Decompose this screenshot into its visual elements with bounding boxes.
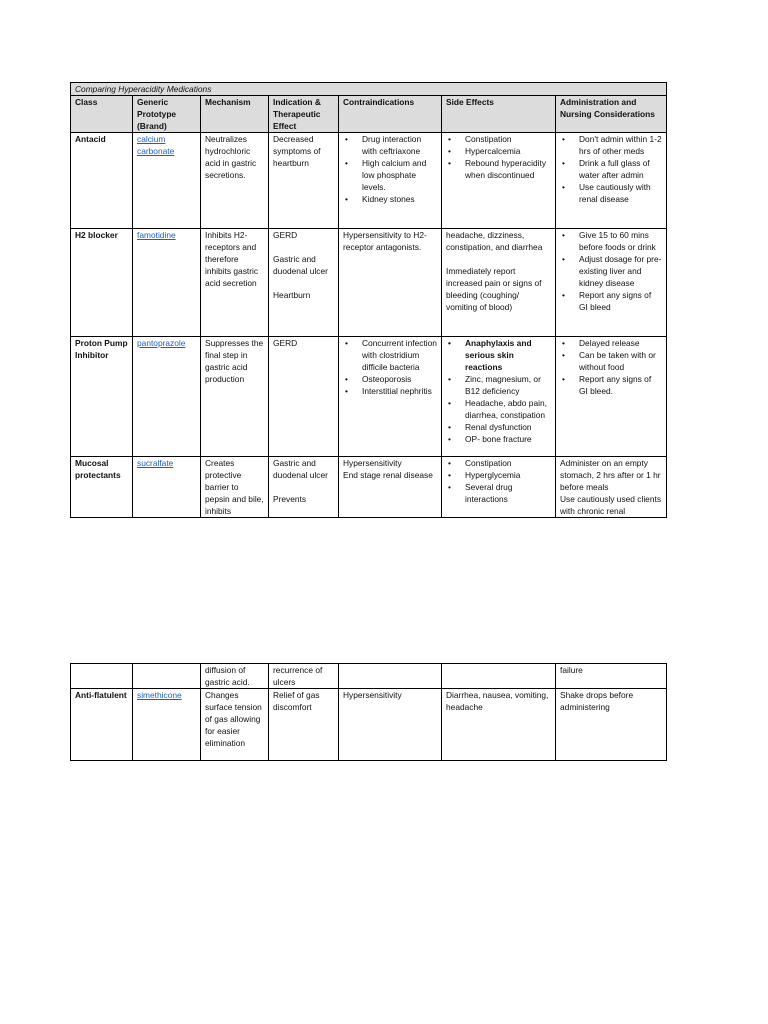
list-item: • Can be taken with or without food	[560, 349, 662, 373]
administration-cell: failure	[556, 664, 667, 689]
side-effects-cell	[442, 133, 556, 229]
drug-link[interactable]: famotidine	[137, 230, 176, 240]
indication-cell	[269, 457, 339, 518]
side-effects-cell	[442, 337, 556, 457]
indication-cell: Relief of gas discomfort	[269, 689, 339, 761]
class-cell	[71, 664, 133, 689]
mechanism-cell: Inhibits H2-receptors and therefore inhibits gastric acid secretion	[201, 229, 269, 337]
list-item: • OP- bone fracture	[446, 433, 551, 445]
administration-cell	[556, 133, 667, 229]
list-item: • Don't admin within 1-2 hrs of other meds	[560, 133, 662, 157]
administration-cell	[556, 337, 667, 457]
header-administration: Administration and Nursing Considerations	[556, 96, 667, 133]
list-item: • Interstitial nephritis	[343, 385, 437, 397]
list-item: • Use cautiously with renal disease	[560, 181, 662, 205]
administration-line: Administer on an empty stomach, 2 hrs after or 1 hr before meals	[560, 458, 661, 492]
table-row	[71, 133, 667, 229]
mechanism-cell: Creates protective barrier to pepsin and bile, inhibits	[201, 457, 269, 518]
side-effects-cell	[442, 229, 556, 337]
side-effects-cell	[442, 664, 556, 689]
mechanism-cell: Suppresses the final step in gastric acid production	[201, 337, 269, 457]
mechanism-cell: diffusion of gastric acid.	[201, 664, 269, 689]
medications-table	[70, 82, 667, 518]
list-item: • Headache, abdo pain, diarrhea, constipation	[446, 397, 551, 421]
generic-cell	[133, 689, 201, 761]
contraindication-line: Hypersensitivity	[343, 458, 402, 468]
indication-line: Gastric and duodenal ulcer	[273, 458, 328, 480]
contraindications-cell	[339, 337, 442, 457]
list-item: • Drug interaction with ceftriaxone	[343, 133, 437, 157]
table-row	[71, 689, 667, 761]
side-effect-line: headache, dizziness, constipation, and diarrhea	[446, 230, 543, 252]
drug-link[interactable]: pantoprazole	[137, 338, 186, 348]
generic-cell	[133, 337, 201, 457]
header-class: Class	[71, 96, 133, 133]
side-effects-cell: Diarrhea, nausea, vomiting, headache	[442, 689, 556, 761]
indication-cell: recurrence of ulcers	[269, 664, 339, 689]
list-item: • Constipation	[446, 457, 551, 469]
class-cell: H2 blocker	[71, 229, 133, 337]
table-row	[71, 457, 667, 518]
mechanism-cell: Changes surface tension of gas allowing for easier elimination	[201, 689, 269, 761]
header-generic: Generic Prototype (Brand)	[133, 96, 201, 133]
indication-cell	[269, 229, 339, 337]
contraindications-cell: Hypersensitivity to H2-receptor antagonists.	[339, 229, 442, 337]
administration-cell	[556, 229, 667, 337]
list-item: • Concurrent infection with clostridium difficile bacteria	[343, 337, 437, 373]
administration-cell: Shake drops before administering	[556, 689, 667, 761]
class-cell: Anti-flatulent	[71, 689, 133, 761]
header-contraindications: Contraindications	[339, 96, 442, 133]
administration-line: Use cautiously used clients with chronic renal	[560, 494, 662, 516]
indication-cell: GERD	[269, 337, 339, 457]
list-item: • Constipation	[446, 133, 551, 145]
header-mechanism: Mechanism	[201, 96, 269, 133]
list-item: • High calcium and low phosphate levels.	[343, 157, 437, 193]
class-cell: Proton Pump Inhibitor	[71, 337, 133, 457]
indication-line: Gastric and duodenal ulcer	[273, 254, 328, 276]
administration-cell	[556, 457, 667, 518]
generic-cell	[133, 133, 201, 229]
medications-table-continued	[70, 663, 667, 761]
indication-line: Heartburn	[273, 290, 311, 300]
list-item: • Report any signs of GI bleed.	[560, 373, 662, 397]
class-cell: Antacid	[71, 133, 133, 229]
list-item: • Report any signs of GI bleed	[560, 289, 662, 313]
list-item: • Adjust dosage for pre-existing liver and kidney disease	[560, 253, 662, 289]
list-item: • Hyperglycemia	[446, 469, 551, 481]
list-item: • Zinc, magnesium, or B12 deficiency	[446, 373, 551, 397]
side-effects-cell	[442, 457, 556, 518]
list-item: • Hypercalcemia	[446, 145, 551, 157]
drug-link[interactable]: simethicone	[137, 690, 182, 700]
header-row	[71, 96, 667, 133]
indication-cell: Decreased symptoms of heartburn	[269, 133, 339, 229]
drug-link[interactable]: calcium carbonate	[137, 134, 175, 156]
generic-cell	[133, 457, 201, 518]
header-side-effects: Side Effects	[442, 96, 556, 133]
list-item: • Several drug interactions	[446, 481, 551, 505]
indication-line: Prevents	[273, 494, 307, 504]
list-item: • Kidney stones	[343, 193, 437, 205]
list-item: • Delayed release	[560, 337, 662, 349]
header-indication: Indication & Therapeutic Effect	[269, 96, 339, 133]
table-row	[71, 337, 667, 457]
list-item: • Drink a full glass of water after admin	[560, 157, 662, 181]
indication-line: GERD	[273, 230, 298, 240]
class-cell: Mucosal protectants	[71, 457, 133, 518]
contraindications-cell	[339, 457, 442, 518]
generic-cell	[133, 229, 201, 337]
contraindications-cell	[339, 133, 442, 229]
side-effect-line: Immediately report increased pain or signs of bleeding (coughing/ vomiting of blood)	[446, 266, 542, 312]
list-item: • Osteoporosis	[343, 373, 437, 385]
contraindications-cell	[339, 664, 442, 689]
generic-cell	[133, 664, 201, 689]
table-row	[71, 664, 667, 689]
list-item: • Rebound hyperacidity when discontinued	[446, 157, 551, 181]
table-row	[71, 229, 667, 337]
list-item: • Anaphylaxis and serious skin reactions	[446, 337, 551, 373]
list-item: • Give 15 to 60 mins before foods or drink	[560, 229, 662, 253]
list-item: • Renal dysfunction	[446, 421, 551, 433]
table-caption: Comparing Hyperacidity Medications	[71, 83, 667, 96]
contraindication-line: End stage renal disease	[343, 470, 433, 480]
drug-link[interactable]: sucralfate	[137, 458, 174, 468]
mechanism-cell: Neutralizes hydrochloric acid in gastric secretions.	[201, 133, 269, 229]
contraindications-cell: Hypersensitivity	[339, 689, 442, 761]
